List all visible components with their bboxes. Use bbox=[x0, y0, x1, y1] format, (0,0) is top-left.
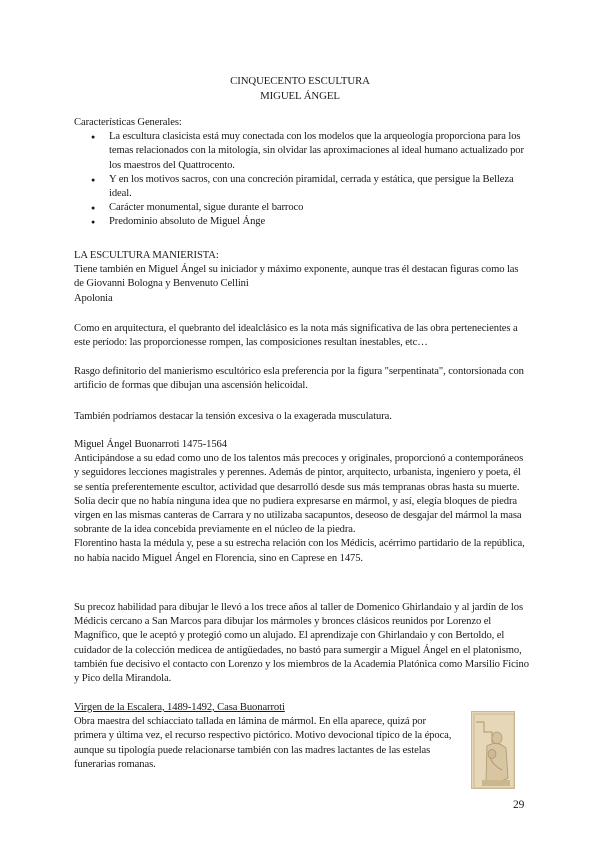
document-header bbox=[0, 74, 600, 104]
mannerist-section bbox=[74, 249, 530, 306]
mannerist-paragraph-3 bbox=[74, 410, 530, 424]
paragraph-text: Como en arquitectura, el quebranto del idealclásico es la nota más significativa de las obra pertenecientes a este período: las proporcionesse rompen, las composiciones resultan inestables, etc… bbox=[74, 323, 518, 349]
paragraph-text: Su precoz habilidad para dibujar le llevó a los trece años al taller de Domenico Ghirlandaio y al jardín de los Médicis cercano a San Marcos para dibujar los mármoles y bronces clásicos reunidos por Lorenzo el Magnífico, que le aceptó y protegió como un alujado. El aprendizaje con Ghirlandaio y con Bertoldo, el cuidador de la colección medicea de antigüedades, no bastó para sumergir a Miguel Ángel en el platonismo, también fue decisivo el contacto con Lorenzo y los miembros de la Academia Platónica como Marsilio Ficino y Pico della Mirandola. bbox=[74, 602, 529, 685]
bullet-item: ● Y en los motivos sacros, con una concreción piramidal, cerrada y estática, que persigue la Belleza ideal. bbox=[74, 173, 530, 201]
general-bullet-list bbox=[74, 130, 530, 229]
michelangelo-paragraph-2: Florentino hasta la médula y, pese a su estrecha relación con los Médicis, acérrimo partidario de la república, no había nacido Miguel Ángel en Florencia, sino en Caprese en 1475. bbox=[74, 538, 525, 564]
document-subtitle: MIGUEL ÁNGEL bbox=[260, 90, 340, 102]
apolonia-label: Apolonia bbox=[74, 292, 113, 304]
mannerist-paragraph-2 bbox=[74, 365, 530, 393]
mannerist-intro: Tiene también en Miguel Ángel su iniciador y máximo exponente, aunque tras él destacan figuras como las de Giovanni Bologna y Benvenuto Cellini bbox=[74, 264, 519, 290]
bullet-item: ● Predominio absoluto de Miguel Ánge bbox=[74, 215, 530, 229]
michelangelo-paragraph-3 bbox=[74, 601, 530, 686]
document-title: CINQUECENTO ESCULTURA bbox=[230, 75, 370, 87]
work-section bbox=[74, 701, 456, 772]
general-heading: Características Generales: bbox=[74, 117, 182, 128]
michelangelo-heading: Miguel Ángel Buonarroti 1475-1564 bbox=[74, 439, 227, 450]
work-title: Virgen de la Escalera, 1489-1492, Casa Buonarroti bbox=[74, 702, 285, 713]
page-number: 29 bbox=[513, 799, 525, 811]
general-characteristics bbox=[74, 116, 530, 230]
michelangelo-paragraph-1: Anticipándose a su edad como uno de los talentos más precoces y originales, proporcionó a contemporáneos y seguidores lecciones magistrales y perennes. Además de pintor, arquitecto, urbanista, ingeniero y poeta, él se sentía preferentemente escultor, actividad que desarrolló desde sus más tempranas obras hasta su muerte. Solía decir que no había ninguna idea que no pudiera expresarse en mármol, y así, elegía bloques de piedra virgen en las mismas canteras de Carrara y no utilizaba sacapuntos, deseoso de desgajar del mármol la masa sobrante de la idea concebida previamente en el núcleo de la piedra. bbox=[74, 453, 524, 536]
michelangelo-section bbox=[74, 438, 530, 566]
mannerist-paragraph-1 bbox=[74, 322, 530, 350]
mannerist-heading: LA ESCULTURA MANIERISTA: bbox=[74, 250, 219, 261]
paragraph-text: Rasgo definitorio del manierismo escultórico esla preferencia por la figura "serpentinata", contorsionada con artificio de formas que dibujan una ascensión helicoidal. bbox=[74, 366, 524, 392]
paragraph-text: También podríamos destacar la tensión excesiva o la exagerada musculatura. bbox=[74, 411, 392, 422]
bullet-item: ● La escultura clasicista está muy conectada con los modelos que la arqueología proporciona para los temas relacionados con la mitología, sin olvidar las aproximaciones al ideal humano actualizado por los maestros del Quattrocento. bbox=[74, 130, 530, 173]
bullet-item: ● Carácter monumental, sigue durante el barroco bbox=[74, 201, 530, 215]
virgin-of-the-stairs-relief-image bbox=[471, 711, 515, 789]
work-description: Obra maestra del schiacciato tallada en lámina de mármol. En ella aparece, quizá por primera y última vez, el recurso respectivo pictórico. Motivo devocional típico de la época, aunque su tipología puede relacionarse también con las madres lactantes de las estelas funerarias romanas. bbox=[74, 716, 452, 770]
